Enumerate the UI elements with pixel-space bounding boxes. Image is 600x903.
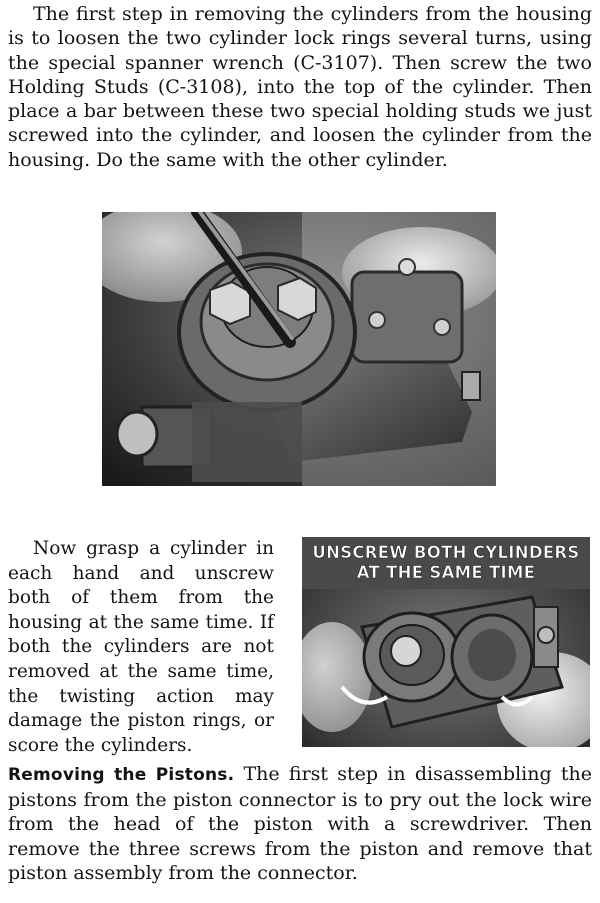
removing-pistons-body: The first step in disassembling the pistons from the piston connector is to pry out the lock wire from the head of the piston with a screwdriver. Then remove the three screws from the piston and remove that piston assembly from the connector. <box>8 763 592 885</box>
grasp-cylinders-paragraph: Now grasp a cylinder in each hand and unscrew both of them from the housing at the same time. If both the cylinders are not removed at the same time, the twisting action may damage the piston rings, or score the cylinders. <box>8 538 274 756</box>
cylinder-holding-studs-photo <box>102 212 496 486</box>
photo-caption-line-2: AT THE SAME TIME <box>356 563 536 582</box>
removing-pistons-heading: Removing the Pistons. <box>8 765 235 785</box>
removing-pistons-paragraph <box>8 762 592 886</box>
unscrew-cylinders-photo <box>302 537 590 747</box>
photo-caption-line-1: UNSCREW BOTH CYLINDERS <box>312 543 580 562</box>
intro-paragraph: The first step in removing the cylinders from the housing is to loosen the two cylinder lock rings several turns, using the special spanner wrench (C-3107). Then screw the two Holding Studs (C-3108), into the top of the cylinder. Then place a bar between these two special holding studs we just screwed into the cylinder, and loosen the cylinder from the housing. Do the same with the other cylinder. <box>8 3 592 171</box>
